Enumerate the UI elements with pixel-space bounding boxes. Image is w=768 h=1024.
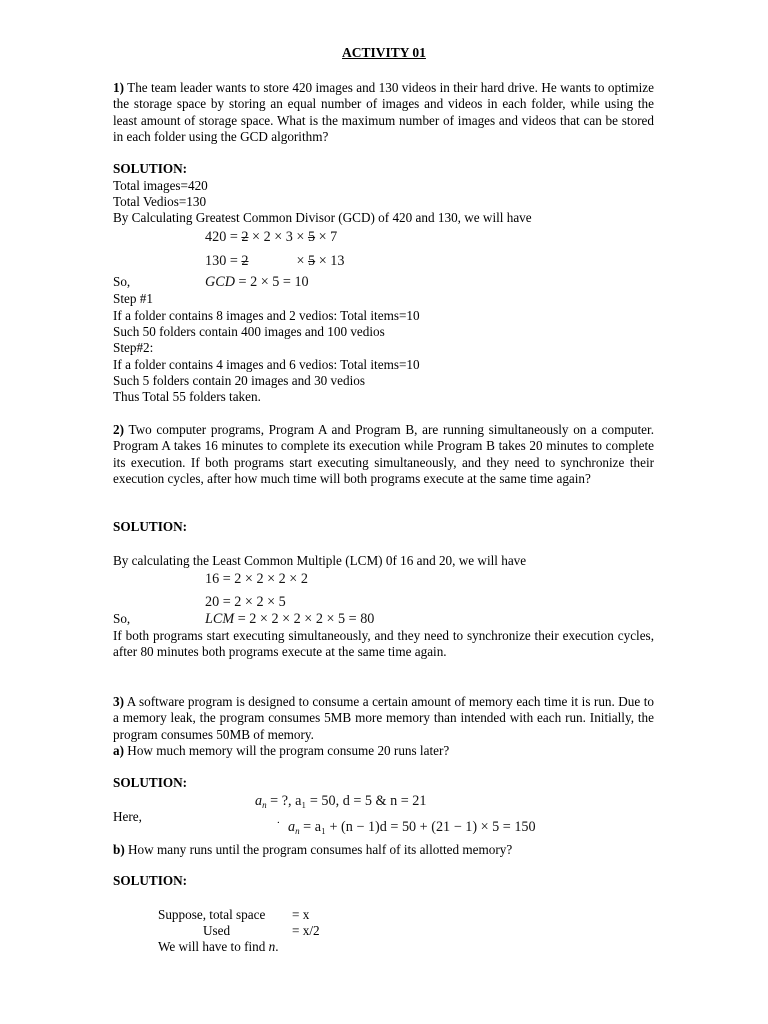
q3a-solution-heading: SOLUTION: — [113, 775, 188, 790]
q1-step-line: Such 5 folders contain 20 images and 30 vedios — [113, 373, 365, 388]
q1-factorization-130: 130 = 2 × 5 × 13 — [205, 253, 345, 269]
q2-lcm-result: LCM = 2 × 2 × 2 × 2 × 5 = 80 — [205, 611, 375, 627]
q1-step-line: Step #1 — [113, 291, 153, 306]
q3-part-a: a) How much memory will the program consume 20 runs later? — [113, 743, 450, 758]
q1-step-line: Such 50 folders contain 400 images and 100 vedios — [113, 324, 385, 339]
question-2-text: Two computer programs, Program A and Program B, are running simultaneously on a computer. Program A takes 16 minutes to complete its execution while Program B takes 20 minutes to complete its execution. If both programs start executing simultaneously, and they need to synchronize their execution cycles, after how much time will both programs execute at the same time again? — [113, 422, 654, 486]
q2-so-label: So, — [113, 611, 131, 626]
q1-factorization-420: 420 = 2 × 2 × 3 × 5 × 7 — [205, 229, 338, 245]
q3b-solution-heading: SOLUTION: — [113, 873, 188, 888]
question-1-number: 1) — [113, 80, 124, 95]
q3b-suppose-label: Suppose, total space — [158, 907, 266, 922]
q1-step-line: Thus Total 55 folders taken. — [113, 389, 261, 404]
question-2 — [113, 422, 654, 487]
question-1-text: The team leader wants to store 420 images and 130 videos in their hard drive. He wants to optimize the storage space by storing an equal number of images and videos in each folder, while using the least amount of storage space. What is the maximum number of images and videos that can be stored in each folder using the GCD algorithm? — [113, 80, 654, 144]
q1-gcd-result: GCD = 2 × 5 = 10 — [205, 274, 309, 290]
question-3 — [113, 694, 654, 743]
q2-factorization-20: 20 = 2 × 2 × 5 — [205, 594, 286, 610]
q2-factorization-16: 16 = 2 × 2 × 2 × 2 — [205, 571, 308, 587]
question-3-number: 3) — [113, 694, 124, 709]
q1-solution-heading: SOLUTION: — [113, 161, 188, 176]
q1-step-line: Step#2: — [113, 340, 154, 355]
q3b-suppose-value: = x — [292, 907, 310, 922]
q1-line: By Calculating Greatest Common Divisor (GCD) of 420 and 130, we will have — [113, 210, 532, 225]
q1-so-label: So, — [113, 274, 131, 289]
q3b-used-value: = x/2 — [292, 923, 320, 938]
page-title: ACTIVITY 01 — [342, 45, 426, 60]
decorative-dot: . — [277, 814, 280, 826]
q1-step-line: If a folder contains 8 images and 2 vedios: Total items=10 — [113, 308, 420, 323]
q3a-here-label: Here, — [113, 809, 142, 824]
q1-line: Total images=420 — [113, 178, 208, 193]
q3b-used-label: Used — [203, 923, 231, 938]
q1-line: Total Vedios=130 — [113, 194, 207, 209]
q2-intro: By calculating the Least Common Multiple (LCM) 0f 16 and 20, we will have — [113, 553, 527, 568]
question-3-text: A software program is designed to consume a certain amount of memory each time it is run. Due to a memory leak, the program consumes 5MB more memory than intended with each run. Initially, the program consumes 50MB of memory. — [113, 694, 654, 742]
q2-solution-heading: SOLUTION: — [113, 519, 188, 534]
q2-conclusion: If both programs start executing simultaneously, and they need to synchronize their execution cycles, after 80 minutes both programs execute at the same time again. — [113, 628, 654, 660]
question-1 — [113, 80, 654, 145]
question-2-number: 2) — [113, 422, 124, 437]
q1-step-line: If a folder contains 4 images and 6 vedios: Total items=10 — [113, 357, 420, 372]
q3a-givens: $a_n$ = ?, a₁ = 50, d = 5 & n = 21 — [255, 793, 427, 810]
q3b-find-line: We will have to find n. — [158, 939, 279, 954]
q3-part-b: b) How many runs until the program consumes half of its allotted memory? — [113, 842, 513, 857]
q3a-formula: $a_n = a_1 + (n - 1)d = 50 + (21 - 1) \times 5 = 150$ — [288, 819, 536, 836]
